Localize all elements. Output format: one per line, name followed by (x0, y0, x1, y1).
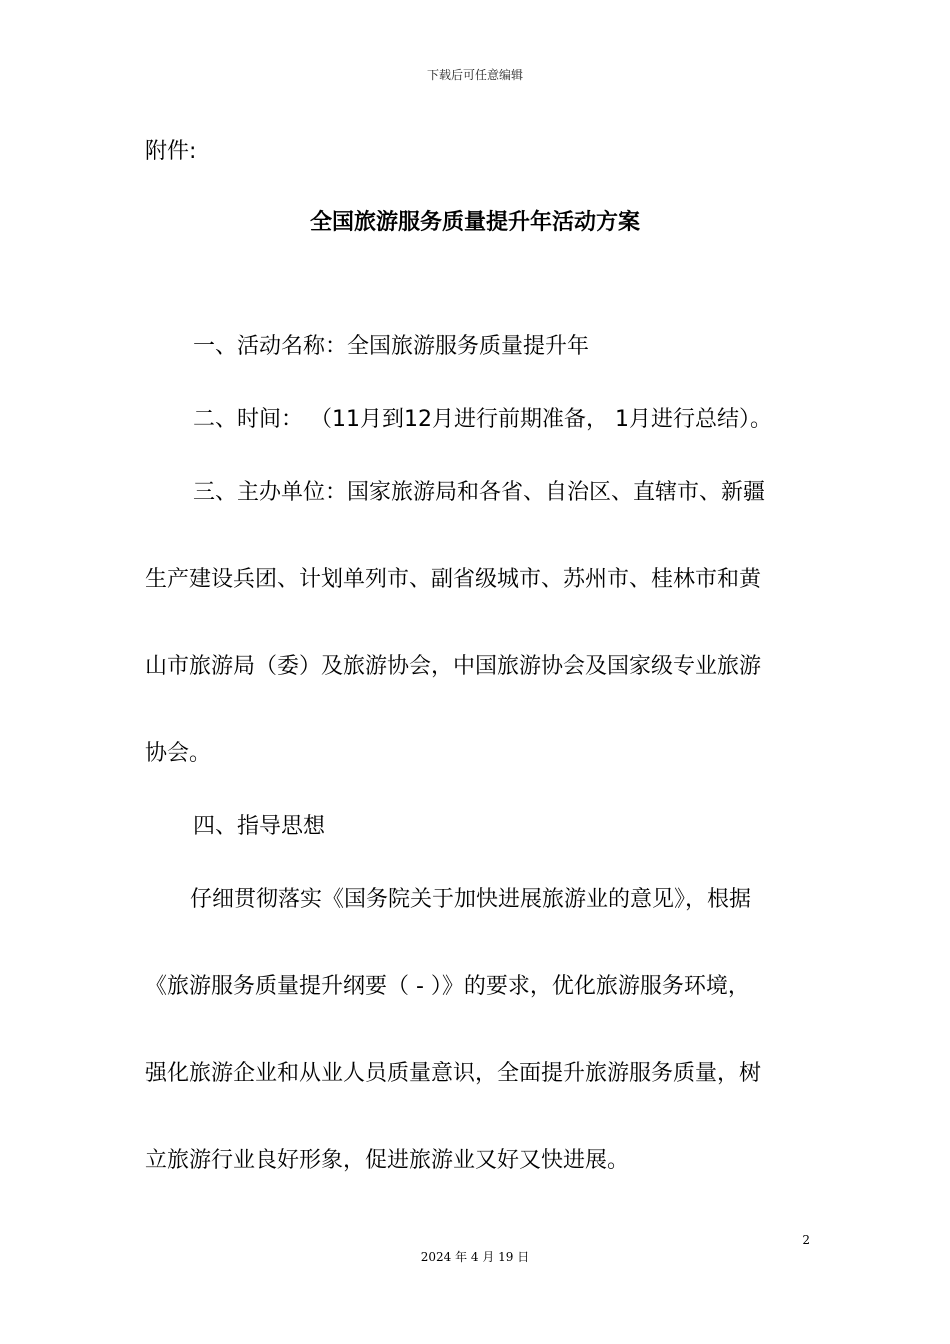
paragraph-line: 协会。 (145, 741, 212, 766)
paragraph-line: 立旅游行业良好形象，促进旅游业又好又快进展。 (145, 1148, 630, 1173)
document-title: 全国旅游服务质量提升年活动方案 (309, 210, 640, 235)
paragraph-line: 强化旅游企业和从业人员质量意识，全面提升旅游服务质量，树 (145, 1061, 762, 1086)
section-time: 二、时间： （11月到12月进行前期准备， 1月进行总结）。 (193, 407, 772, 432)
paragraph-line: 《旅游服务质量提升纲要（ - ）》的要求，优化旅游服务环境， (145, 974, 750, 999)
section-activity-name: 一、活动名称：全国旅游服务质量提升年 (193, 334, 590, 359)
header-note: 下载后可任意编辑 (426, 68, 523, 82)
page-number: 2 (802, 1233, 810, 1247)
paragraph-line: 生产建设兵团、计划单列市、副省级城市、苏州市、桂林市和黄 (145, 567, 762, 592)
section-organizers: 三、主办单位：国家旅游局和各省、自治区、直辖市、新疆 (193, 480, 766, 505)
footer-date: 2024 年 4 月 19 日 (420, 1250, 530, 1264)
paragraph-line: 仔细贯彻落实《国务院关于加快进展旅游业的意见》，根据 (190, 887, 752, 912)
section-guiding-ideology: 四、指导思想 (193, 814, 326, 839)
attachment-label: 附件: (145, 139, 197, 164)
paragraph-line: 山市旅游局（委）及旅游协会，中国旅游协会及国家级专业旅游 (145, 654, 762, 679)
